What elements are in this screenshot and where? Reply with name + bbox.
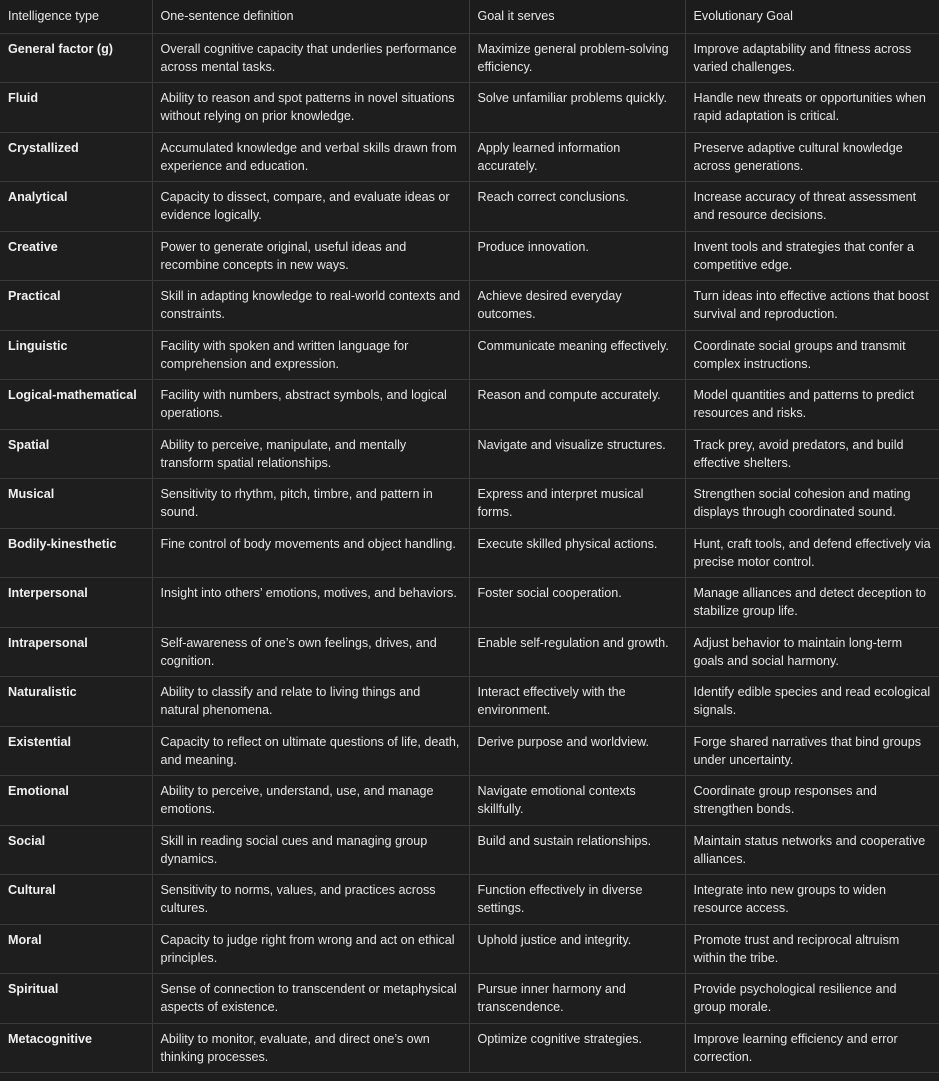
table-row — [0, 479, 939, 529]
table-row — [0, 83, 939, 133]
cell-evolutionary-goal: Hunt, craft tools, and defend effectively via precise motor control. — [685, 528, 939, 578]
cell-definition: Capacity to judge right from wrong and act on ethical principles. — [152, 924, 469, 974]
table-row — [0, 281, 939, 331]
cell-definition: Ability to reason and spot patterns in novel situations without relying on prior knowledge. — [152, 83, 469, 133]
cell-evolutionary-goal: Handle new threats or opportunities when rapid adaptation is critical. — [685, 83, 939, 133]
cell-evolutionary-goal: Improve adaptability and fitness across varied challenges. — [685, 33, 939, 83]
table-row — [0, 677, 939, 727]
header-goal: Goal it serves — [469, 0, 685, 33]
cell-goal: Maximize general problem-solving efficiency. — [469, 33, 685, 83]
cell-definition: Facility with spoken and written language for comprehension and expression. — [152, 330, 469, 380]
cell-evolutionary-goal: Preserve adaptive cultural knowledge across generations. — [685, 132, 939, 182]
cell-intelligence-type: Analytical — [0, 182, 152, 232]
cell-evolutionary-goal: Coordinate social groups and transmit complex instructions. — [685, 330, 939, 380]
cell-definition: Overall cognitive capacity that underlies performance across mental tasks. — [152, 33, 469, 83]
cell-definition: Insight into others’ emotions, motives, and behaviors. — [152, 578, 469, 628]
cell-definition: Ability to classify and relate to living things and natural phenomena. — [152, 677, 469, 727]
cell-goal: Reason and compute accurately. — [469, 380, 685, 430]
cell-evolutionary-goal: Forge shared narratives that bind groups under uncertainty. — [685, 726, 939, 776]
cell-evolutionary-goal: Strengthen social cohesion and mating displays through coordinated sound. — [685, 479, 939, 529]
cell-intelligence-type: Naturalistic — [0, 677, 152, 727]
cell-evolutionary-goal: Maintain status networks and cooperative alliances. — [685, 825, 939, 875]
cell-intelligence-type: Metacognitive — [0, 1023, 152, 1073]
table-row — [0, 528, 939, 578]
cell-intelligence-type: Creative — [0, 231, 152, 281]
table-row — [0, 974, 939, 1024]
cell-evolutionary-goal: Promote trust and reciprocal altruism within the tribe. — [685, 924, 939, 974]
cell-goal: Function effectively in diverse settings. — [469, 875, 685, 925]
cell-intelligence-type: Logical-mathematical — [0, 380, 152, 430]
cell-goal: Interact effectively with the environment. — [469, 677, 685, 727]
cell-evolutionary-goal: Turn ideas into effective actions that boost survival and reproduction. — [685, 281, 939, 331]
cell-definition: Capacity to dissect, compare, and evaluate ideas or evidence logically. — [152, 182, 469, 232]
table-row — [0, 924, 939, 974]
table-row — [0, 578, 939, 628]
table-header-row — [0, 0, 939, 33]
cell-intelligence-type: Spiritual — [0, 974, 152, 1024]
table-row — [0, 380, 939, 430]
table-row — [0, 627, 939, 677]
cell-goal: Produce innovation. — [469, 231, 685, 281]
table-row — [0, 182, 939, 232]
cell-intelligence-type: Existential — [0, 726, 152, 776]
cell-definition: Sensitivity to rhythm, pitch, timbre, and pattern in sound. — [152, 479, 469, 529]
table-row — [0, 825, 939, 875]
cell-evolutionary-goal: Invent tools and strategies that confer a competitive edge. — [685, 231, 939, 281]
cell-definition: Ability to perceive, understand, use, and manage emotions. — [152, 776, 469, 826]
cell-goal: Enable self-regulation and growth. — [469, 627, 685, 677]
cell-evolutionary-goal: Increase accuracy of threat assessment and resource decisions. — [685, 182, 939, 232]
table-body — [0, 33, 939, 1073]
table-row — [0, 33, 939, 83]
table-row — [0, 429, 939, 479]
cell-definition: Skill in reading social cues and managing group dynamics. — [152, 825, 469, 875]
cell-intelligence-type: Practical — [0, 281, 152, 331]
header-intelligence-type: Intelligence type — [0, 0, 152, 33]
cell-goal: Solve unfamiliar problems quickly. — [469, 83, 685, 133]
cell-evolutionary-goal: Integrate into new groups to widen resource access. — [685, 875, 939, 925]
cell-intelligence-type: Musical — [0, 479, 152, 529]
cell-definition: Sensitivity to norms, values, and practices across cultures. — [152, 875, 469, 925]
cell-intelligence-type: Fluid — [0, 83, 152, 133]
cell-goal: Optimize cognitive strategies. — [469, 1023, 685, 1073]
header-definition: One-sentence definition — [152, 0, 469, 33]
cell-goal: Achieve desired everyday outcomes. — [469, 281, 685, 331]
cell-evolutionary-goal: Provide psychological resilience and group morale. — [685, 974, 939, 1024]
table-row — [0, 330, 939, 380]
cell-goal: Pursue inner harmony and transcendence. — [469, 974, 685, 1024]
cell-goal: Navigate and visualize structures. — [469, 429, 685, 479]
cell-definition: Facility with numbers, abstract symbols, and logical operations. — [152, 380, 469, 430]
cell-intelligence-type: Intrapersonal — [0, 627, 152, 677]
table-row — [0, 132, 939, 182]
table-row — [0, 726, 939, 776]
cell-definition: Ability to monitor, evaluate, and direct one’s own thinking processes. — [152, 1023, 469, 1073]
cell-intelligence-type: Linguistic — [0, 330, 152, 380]
cell-definition: Fine control of body movements and object handling. — [152, 528, 469, 578]
cell-goal: Execute skilled physical actions. — [469, 528, 685, 578]
cell-definition: Capacity to reflect on ultimate questions of life, death, and meaning. — [152, 726, 469, 776]
cell-intelligence-type: General factor (g) — [0, 33, 152, 83]
cell-intelligence-type: Crystallized — [0, 132, 152, 182]
cell-goal: Express and interpret musical forms. — [469, 479, 685, 529]
cell-evolutionary-goal: Model quantities and patterns to predict resources and risks. — [685, 380, 939, 430]
cell-goal: Reach correct conclusions. — [469, 182, 685, 232]
cell-definition: Accumulated knowledge and verbal skills drawn from experience and education. — [152, 132, 469, 182]
cell-goal: Navigate emotional contexts skillfully. — [469, 776, 685, 826]
cell-evolutionary-goal: Coordinate group responses and strengthen bonds. — [685, 776, 939, 826]
cell-intelligence-type: Moral — [0, 924, 152, 974]
cell-evolutionary-goal: Adjust behavior to maintain long-term goals and social harmony. — [685, 627, 939, 677]
cell-goal: Uphold justice and integrity. — [469, 924, 685, 974]
cell-intelligence-type: Emotional — [0, 776, 152, 826]
cell-intelligence-type: Spatial — [0, 429, 152, 479]
table-row — [0, 1023, 939, 1073]
cell-intelligence-type: Bodily-kinesthetic — [0, 528, 152, 578]
table-row — [0, 776, 939, 826]
cell-intelligence-type: Interpersonal — [0, 578, 152, 628]
cell-intelligence-type: Social — [0, 825, 152, 875]
cell-evolutionary-goal: Identify edible species and read ecological signals. — [685, 677, 939, 727]
table-row — [0, 231, 939, 281]
cell-goal: Apply learned information accurately. — [469, 132, 685, 182]
cell-goal: Derive purpose and worldview. — [469, 726, 685, 776]
cell-definition: Power to generate original, useful ideas and recombine concepts in new ways. — [152, 231, 469, 281]
cell-definition: Ability to perceive, manipulate, and mentally transform spatial relationships. — [152, 429, 469, 479]
cell-evolutionary-goal: Track prey, avoid predators, and build effective shelters. — [685, 429, 939, 479]
header-evolutionary-goal: Evolutionary Goal — [685, 0, 939, 33]
cell-definition: Skill in adapting knowledge to real-world contexts and constraints. — [152, 281, 469, 331]
cell-definition: Self-awareness of one’s own feelings, drives, and cognition. — [152, 627, 469, 677]
cell-goal: Foster social cooperation. — [469, 578, 685, 628]
cell-evolutionary-goal: Manage alliances and detect deception to stabilize group life. — [685, 578, 939, 628]
cell-goal: Communicate meaning effectively. — [469, 330, 685, 380]
cell-goal: Build and sustain relationships. — [469, 825, 685, 875]
cell-definition: Sense of connection to transcendent or metaphysical aspects of existence. — [152, 974, 469, 1024]
cell-evolutionary-goal: Improve learning efficiency and error correction. — [685, 1023, 939, 1073]
cell-intelligence-type: Cultural — [0, 875, 152, 925]
table-row — [0, 875, 939, 925]
